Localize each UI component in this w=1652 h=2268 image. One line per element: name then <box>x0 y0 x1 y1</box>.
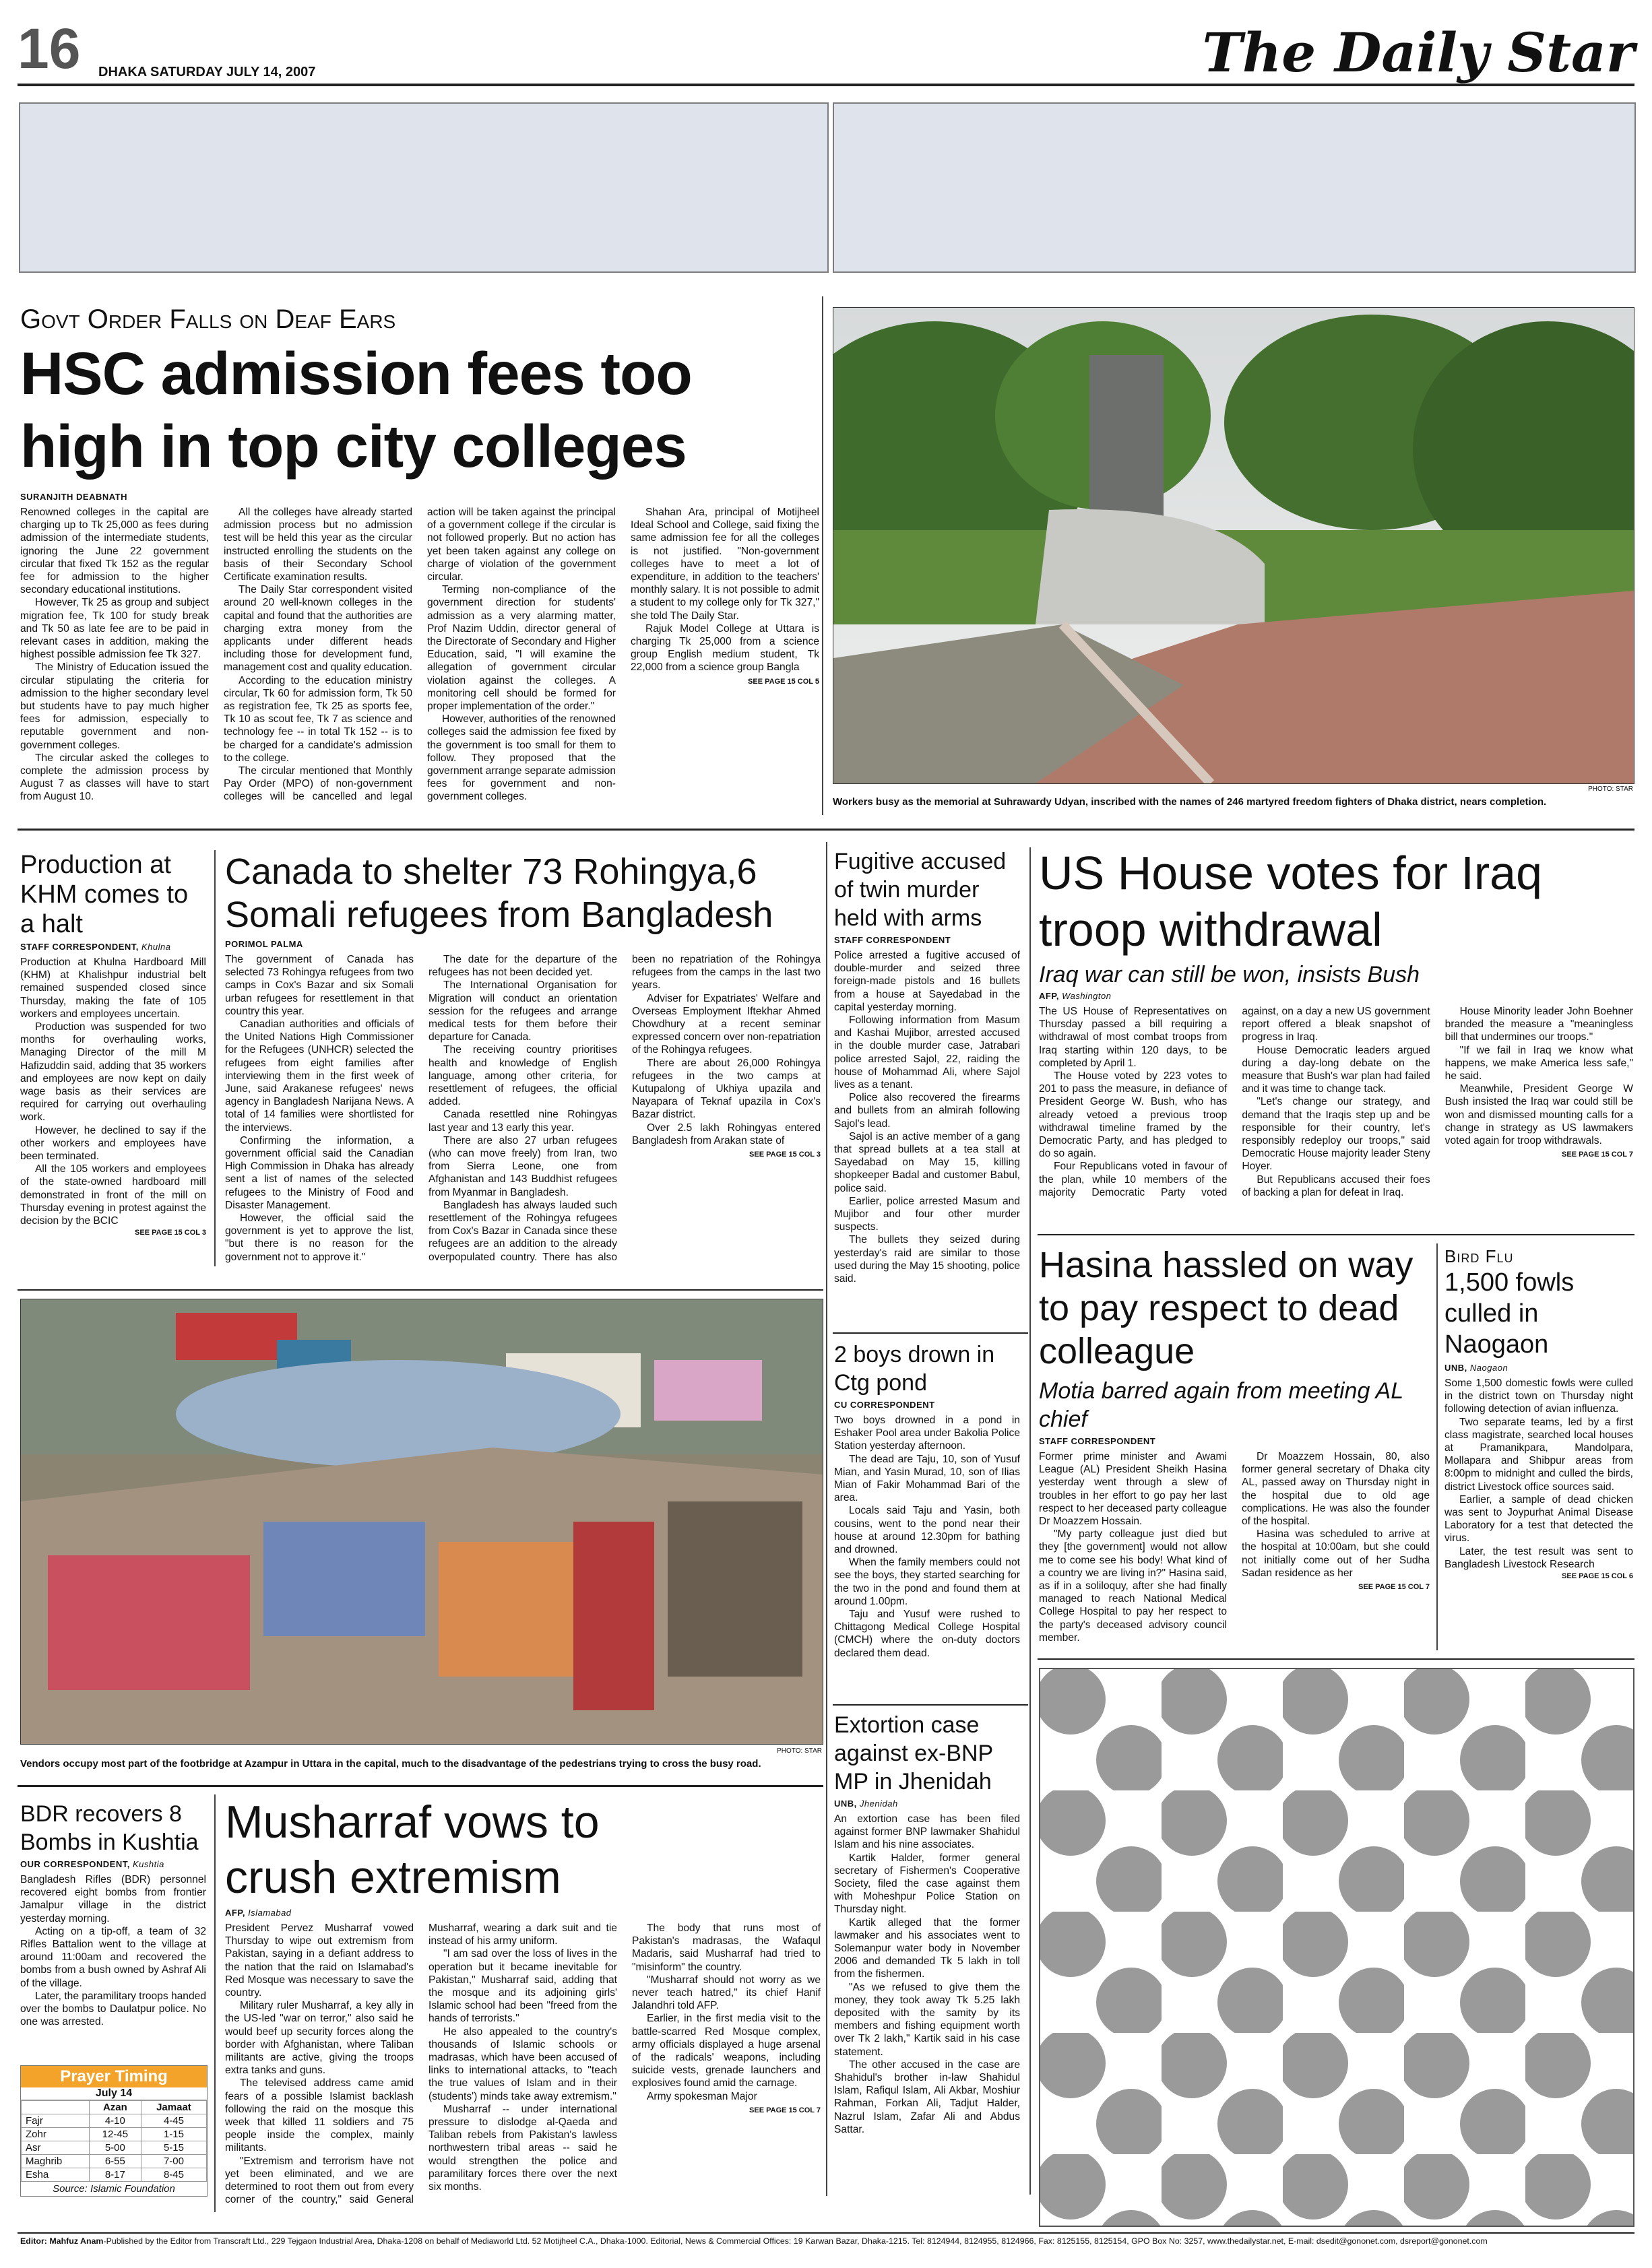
hsc-body: Renowned colleges in the capital are charging up to Tk 25,000 as fees during admission of the intermediate students, ignoring the June 22 government circular that fixed Tk 152 as the regular fee for admission to the higher secondary educational institutions. However, Tk 25 as group and subject migration fee, Tk 100 for study break and Tk 50 as late fee are to be paid in relevant cases in addition, making the highest possible admission fee Tk 327. The Ministry of Education issued the circular stipulating the criteria for admission to the higher secondary level but students have to pay much higher fees for admission, especially to reputable government and non-government colleges. The circular asked the colleges to complete the admission process by August 7 as classes will have to start from August 10. All the colleges have already started admission process but no admission test will be held this year as the circular instructed enrolling the students on the basis of their Secondary School Certificate examination results. The Daily Star correspondent visited around 20 well-known colleges in the capital and found that the authorities are charging extra money from the applicants under different heads including those for development fund, management cost and quality education. According to the education ministry circular, Tk 60 for admission form, Tk 50 as registration fee, Tk 25 as sports fee, Tk 10 as scout fee, Tk 7 as science and technology fee -- in total Tk 152 -- is to be charged for a candidate's admission to the college. The circular mentioned that Monthly Pay Order (MPO) of non-government colleges will be cancelled and legal action will be taken against the principal of a government college if the circular is not followed properly. But no action has yet been taken against any college on charge of violation of the government circular. Terming non-compliance of the government direction for students' admission as a very alarming matter, Prof Nazim Uddin, director general of the Directorate of Secondary and Higher Education, said, "I will examine the allegation of government circular violation against the colleges. A monitoring cell should be formed for proper implementation of the order." However, authorities of the renowned colleges said the admission fee fixed by the government is too small for them to follow. They proposed that the government arrange separate admission fees for government and non-government colleges. Shahan Ara, principal of Motijheel Ideal School and College, said fixing the same admission fee for all the colleges is not justified. "Non-government colleges have to meet a lot of expenditure, in addition to the teachers' monthly salary. It is not possible to admit a student to my college only for Tk 327," she told The Daily Star. Rajuk Model College at Uttara is charging Tk 25,000 from a science group English medium student, Tk 22,000 from a science group Bangla SEE PAGE 15 COL 5 <box>20 507 819 803</box>
section-rule <box>833 1704 1028 1706</box>
hsc-headline: HSC admission fees too high in top city colleges <box>20 339 692 480</box>
page-number: 16 <box>18 17 81 80</box>
ad-box-left <box>19 102 829 273</box>
iraq-byline: AFP, Washington <box>1039 991 1112 1001</box>
birdflu-headline: 1,500 fowls culled in Naogaon <box>1444 1268 1575 1359</box>
memorial-credit: PHOTO: STAR <box>1588 785 1633 793</box>
hasina-continue: SEE PAGE 15 COL 7 <box>1358 1583 1430 1592</box>
boys-body: Two boys drowned in a pond in Eshaker Pool area under Bakolia Police Station yesterday afternoon. The dead are Taju, 10, son of Yusuf Mian, and Yasin Murad, 10, son of Ilias Mian of Fakir Mohammad Bari of the area. Locals said Taju and Yasin, both cousins, went to the pond near their house at around 12.30pm for bathing and drowned. When the family members could not see the boys, they started searching for the two in the pond and found them at around 1.00pm. Taju and Yusuf were rushed to Chittagong Medical College Hospital (CMCH) where the on-duty doctors declared them dead. <box>834 1415 1020 1659</box>
footer-rule <box>18 2232 1634 2234</box>
khulna-headline: Production at KHM comes to a halt <box>20 851 189 938</box>
boys-byline: CU CORRESPONDENT <box>834 1400 935 1410</box>
col-rule <box>822 296 823 815</box>
section-rule <box>18 1289 823 1291</box>
hasina-headline: Hasina hassled on way to pay respect to dead colleague <box>1039 1245 1413 1371</box>
birdflu-continue: SEE PAGE 15 COL 6 <box>1562 1572 1633 1581</box>
iraq-subhead: Iraq war can still be won, insists Bush <box>1039 962 1420 987</box>
masthead-rule <box>18 84 1634 86</box>
dot-pattern-box <box>1039 1668 1634 2227</box>
prayer-date: July 14 <box>21 2087 207 2100</box>
section-rule <box>1038 1234 1634 1235</box>
khulna-byline: STAFF CORRESPONDENT, Khulna <box>20 942 171 952</box>
section-rule <box>18 1785 823 1787</box>
fugitive-byline: STAFF CORRESPONDENT <box>834 935 951 945</box>
paper-logo: The Daily Star <box>1202 21 1634 84</box>
birdflu-kicker: Bird Flu <box>1444 1246 1514 1266</box>
iraq-body: The US House of Representatives on Thursday passed a bill requiring a withdrawal of most combat troops from Iraq starting within 120 days, to be completed by April 1. The House voted by 223 votes to 201 to pass the measure, in defiance of President George W. Bush, who has already vetoed a previous troop withdrawal timeline framed by the Democratic Party, and has pledged to do so again. Four Republicans voted in favour of the plan, while 10 members of the majority Democratic Party voted against, on a day a new US government report offered a bleak snapshot of progress in Iraq. House Democratic leaders argued during a day-long debate on the measure that Bush's war plan had failed and it was time to change tack. "Let's change our strategy, and demand that the Iraqis step up and be responsible for their country, let's responsibly redeploy our troops," said Democratic House majority leader Steny Hoyer. But Republicans accused their foes of backing a plan for defeat in Iraq. House Minority leader John Boehner branded the measure a "meaningless bill that undermines our troops." "If we fail in Iraq we know what happens, we make America less safe," he said. Meanwhile, President George W Bush insisted the Iraq war could still be won and dismissed mounting calls for a change in strategy as US lawmakers voted again for troop withdrawals. SEE PAGE 15 COL 7 <box>1039 1006 1633 1198</box>
canada-byline: PORIMOL PALMA <box>225 939 303 949</box>
hsc-byline: SURANJITH DEABNATH <box>20 492 127 502</box>
bdr-byline: OUR CORRESPONDENT, Kushtia <box>20 1859 164 1869</box>
extortion-headline: Extortion case against ex-BNP MP in Jhenidah <box>834 1712 993 1794</box>
col-rule <box>1436 1243 1438 1650</box>
memorial-photo <box>833 307 1634 784</box>
hasina-subhead: Motia barred again from meeting AL chief <box>1039 1378 1403 1432</box>
extortion-byline: UNB, Jhenidah <box>834 1799 898 1809</box>
extortion-body: An extortion case has been filed against former BNP lawmaker Shahidul Islam and his nine associates. Kartik Halder, former general secretary of Fishermen's Cooperative Society, filed the case against them with Moheshpur Police Station on Thursday night. Kartik alleged that the former lawmaker and his associates went to Solemanpur water body in November 2006 and demanded Tk 5 lakh in toll from the fishermen. "As we refused to give them the money, they took away Tk 5.25 lakh deposited with the samity by its members and fishing equipment worth over Tk 2 lakh," Kartik said in his case statement. The other accused in the case are Shahidul's brother in-law Shahidul Islam, Rafiqul Islam, Ali Akbar, Moshiur Rahman, Forkan Ali, Tadjut Halder, Nazrul Islam, Zafar Ali and Abdus Sattar. <box>834 1813 1020 2135</box>
table-row: Asr 5-00 5-15 <box>22 2141 207 2155</box>
khulna-continue: SEE PAGE 15 COL 3 <box>135 1229 206 1237</box>
hasina-byline: STAFF CORRESPONDENT <box>1039 1436 1156 1446</box>
table-row: Maghrib 6-55 7-00 <box>22 2155 207 2168</box>
table-row: Esha 8-17 8-45 <box>22 2168 207 2182</box>
col-rule <box>214 850 216 1266</box>
iraq-headline: US House votes for Iraq troop withdrawal <box>1039 847 1542 956</box>
musharraf-byline: AFP, Islamabad <box>225 1908 292 1918</box>
prayer-title: Prayer Timing <box>21 2066 207 2087</box>
hsc-kicker: Govt Order Falls on Deaf Ears <box>20 304 396 334</box>
prayer-timing-box <box>20 2065 208 2197</box>
vendors-credit: PHOTO: STAR <box>777 1747 822 1755</box>
dateline: DHAKA SATURDAY JULY 14, 2007 <box>98 65 316 79</box>
section-rule <box>18 829 1634 831</box>
hasina-body: Former prime minister and Awami League (AL) President Sheikh Hasina yesterday went through a slew of troubles in her effort to go pay her last respect to her deceased party colleague Dr Moazzem Hossain. "My party colleague just died but they [the government] would not allow me to come see his body! What kind of a country we are living in?" Hasina said, as if in a soliloquy, after she had finally managed to reach National Medical College Hospital to pay her respect to the party's deceased advisory council member. Dr Moazzem Hossain, 80, also former general secretary of Dhaka city AL, passed away on Thursday night in the hospital due to old age complications. He was also the founder of the hospital. Hasina was scheduled to arrive at the hospital at 10:00am, but she could not initially come out of her Sudha Sadan residence as her SEE PAGE 15 COL 7 <box>1039 1451 1430 1644</box>
table-row: Fajr 4-10 4-45 <box>22 2114 207 2128</box>
canada-headline: Canada to shelter 73 Rohingya,6 Somali refugees from Bangladesh <box>225 851 773 935</box>
musharraf-continue: SEE PAGE 15 COL 7 <box>749 2106 821 2114</box>
canada-body: The government of Canada has selected 73 Rohingya refugees from two camps in Cox's Bazar and six Somali urban refugees for resettlement in that country this year. Canadian authorities and officials of the United Nations High Commissioner for the Refugees (UNHCR) selected the refugees from eight families after interviewing them in the first week of June, said Arakanese refugees' news agency in Bangladesh Narijana News. A total of 14 families were shortlisted for the interviews. Confirming the information, a government official said the Canadian High Commission in Dhaka has already sent a list of names of the selected refugees to the Ministry of Food and Disaster Management. However, the official said the government is yet to approve the list, "but there is no reason for the government not to approve it." The date for the departure of the refugees has not been decided yet. The International Organisation for Migration will conduct an orientation session for the refugees and arrange medical tests for them before their departure for Canada. The receiving country prioritises health and knowledge of English language, among other criteria, for resettlement of refugees, the official added. Canada resettled nine Rohingyas last year and 13 early this year. There are also 27 urban refugees (who can move freely) from Iran, two from Sierra Leone, one from Afghanistan and 143 Buddhist refugees from Myanmar in Bangladesh. Bangladesh has always lauded such resettlement of the Rohingya refugees from Cox's Bazar in Canada since these refugees are an addition to the already overpopulated country. There has also been no repatriation of the Rohingya refugees from the camps in the last two years. Adviser for Expatriates' Welfare and Overseas Employment Iftekhar Ahmed Chowdhury at a recent seminar expressed concern over non-repatriation of the Rohingya refugees. There are about 26,000 Rohingya refugees in the two camps at Kutupalong of Ukhiya upazila and Nayapara of Teknaf upazila in Cox's Bazar district. Over 2.5 lakh Rohingyas entered Bangladesh from Arakan state of SEE PAGE 15 COL 3 <box>225 954 821 1263</box>
fugitive-headline: Fugitive accused of twin murder held with arms <box>834 849 1007 931</box>
iraq-continue: SEE PAGE 15 COL 7 <box>1562 1151 1633 1159</box>
fugitive-body: Police arrested a fugitive accused of double-murder and seized three foreign-made pistols and 16 bullets from a house at Sayedabad in the capital yesterday morning. Following information from Masum and Kashai Mujibor, arrested accused in the double murder case, Jatrabari police arrested Sajol, 22, raiding the house of Mohammad Ali, where Sajol lives as a tenant. Police also recovered the firearms and bullets from an almirah following Sajol's lead. Sajol is an active member of a gang that spread bullets at a tea stall at Sayedabad on May 15, killing shopkeeper Badal and customer Babul, police said. Earlier, police arrested Masum and Mujibor and four other murder suspects. The bullets they seized during yesterday's raid are similar to those used during the May 15 shooting, police said. <box>834 950 1020 1285</box>
khulna-body: Production at Khulna Hardboard Mill (KHM) at Khalishpur industrial belt remained suspended closed since Thursday, making the fate of 105 workers and employees uncertain. Production was suspended for two months for overhauling works, Managing Director of the mill M Hafizuddin said, adding that 35 workers and employees are now kept on daily wage basis as their services are required for carrying out overhauling work. However, he declined to say if the other workers and employees have been terminated. All the 105 workers and employees of the state-owned hardboard mill demonstrated in front of the mill on Thursday evening in protest against the decision by the BCIC <box>20 957 206 1227</box>
vendors-caption: Vendors occupy most part of the footbridge at Azampur in Uttara in the capital, much to the disadvantage of the pedestrians trying to cross the busy road. <box>20 1758 761 1770</box>
canada-continue: SEE PAGE 15 COL 3 <box>749 1151 821 1159</box>
musharraf-headline: Musharraf vows to crush extremism <box>225 1796 600 1903</box>
hsc-continue: SEE PAGE 15 COL 5 <box>748 677 819 686</box>
prayer-source: Source: Islamic Foundation <box>53 2183 175 2195</box>
footer-imprint: Editor: Mahfuz Anam-Published by the Editor from Transcraft Ltd., 229 Tejgaon Industrial Area, Dhaka-1208 on behalf of Mediaworld Ltd. 52 Motijheel C.A., Dhaka-1000. Editorial, News & Commercial Offices: 19 Karwan Bazar, Dhaka-1215. Tel: 8124944, 8124955, 8124966, Fax: 8125155, 8125154, GPO Box No: 3257, www.thedailystar.net, E-mail: dsedit@gononet.com, dsreport@gononet.com <box>20 2236 1488 2246</box>
col-rule <box>214 1794 216 2212</box>
boys-headline: 2 boys drown in Ctg pond <box>834 1342 995 1396</box>
col-rule <box>826 842 827 2196</box>
section-rule <box>833 1332 1028 1334</box>
birdflu-body: Some 1,500 domestic fowls were culled in the district town on Thursday night following detection of avian influenza. Two separate teams, led by a first class magistrate, searched local houses at Pramanikpara, Mandolpara, Mollapara and Shibpur areas from 8:00pm to midnight and culled the birds, district Livestock office sources said. Earlier, a sample of dead chicken was sent to Joypurhat Animal Disease Laboratory for a test that detected the virus. Later, the test result was sent to Bangladesh Livestock Research <box>1444 1378 1633 1570</box>
bdr-headline: BDR recovers 8 Bombs in Kushtia <box>20 1801 199 1855</box>
section-rule <box>1038 1658 1634 1660</box>
col-rule <box>1029 847 1031 2195</box>
bdr-body: Bangladesh Rifles (BDR) personnel recovered eight bombs from frontier Jamalpur village in the district yesterday morning. Acting on a tip-off, a team of 32 Rifles Battalion went to the village at around 11:00am and recovered the bombs from a bush owned by Ashraf Ali of the village. Later, the paramilitary troops handed over the bombs to Daulatpur police. No one was arrested. <box>20 1874 206 2028</box>
musharraf-body: President Pervez Musharraf vowed Thursday to wipe out extremism from Pakistan, saying in a defiant address to the nation that the raid on Islamabad's Red Mosque was necessary to save the country. Military ruler Musharraf, a key ally in the US-led "war on terror," also said he would beef up security forces along the border with Afghanistan, where Taliban militants are active, giving the troops extra tanks and guns. The televised address came amid fears of a possible Islamist backlash following the raid on the mosque this week that killed 11 soldiers and 75 people inside the complex, mainly militants. "Extremism and terrorism have not yet been eliminated, and we are determined to root them out from every corner of the country," said General Musharraf, wearing a dark suit and tie instead of his army uniform. "I am sad over the loss of lives in the operation but it became inevitable for Pakistan," Musharraf said, adding that the mosque and its adjoining girls' Islamic school had been "freed from the hands of terrorists." He also appealed to the country's thousands of Islamic schools or madrasas, which have been accused of links to international attacks, to "teach the true values of Islam and in their (students') minds take away extremism." Musharraf -- under international pressure to dislodge al-Qaeda and Taliban rebels from Pakistan's lawless northwestern tribal areas -- said he would strengthen the police and paramilitary forces there over the next six months. The body that runs most of Pakistan's madrasas, the Wafaqul Madaris, said Musharraf had tried to "misinform" the country. "Musharraf should not worry as we never teach hatred," its chief Hanif Jalandhri told AFP. Earlier, in the first media visit to the battle-scarred Red Mosque complex, army officials displayed a huge arsenal of the radicals' weapons, including suicide vests, grenade launchers and explosives found amid the carnage. Army spokesman Major SEE PAGE 15 COL 7 <box>225 1922 821 2206</box>
ad-box-right <box>833 102 1636 273</box>
table-row: Zohr 12-45 1-15 <box>22 2128 207 2141</box>
vendors-photo <box>20 1299 823 1745</box>
birdflu-byline: UNB, Naogaon <box>1444 1363 1508 1373</box>
prayer-table: Azan Jamaat Fajr 4-10 4-45 Zohr 12-45 1-15 Asr 5-00 5-15 Maghrib 6-55 7-00 Esha 8-17 8-45 <box>21 2100 207 2182</box>
memorial-caption: Workers busy as the memorial at Suhrawardy Udyan, inscribed with the names of 246 martyred freedom fighters of Dhaka district, nears completion. <box>833 796 1547 808</box>
